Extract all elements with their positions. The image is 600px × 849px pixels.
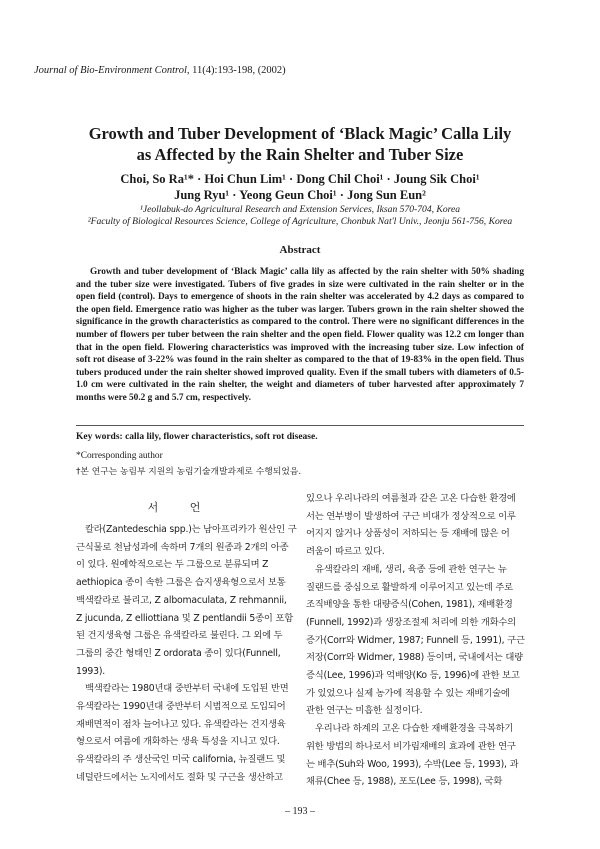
corresponding-author-note: *Corresponding author — [76, 451, 163, 461]
keywords: Key words: calla lily, flower characteristics, soft rot disease. — [76, 432, 318, 442]
body-text-line: 칼라(Zantedeschia spp.)는 남아프리카가 원산인 구 — [85, 524, 297, 535]
page-number: – 193 – — [285, 806, 315, 817]
paper-title — [30, 123, 570, 165]
body-text-line: 증가(Corr와 Widmer, 1987; Funnell 등, 1991), 구근 — [306, 634, 525, 646]
body-text-line: 조직배양을 통한 대량증식(Cohen, 1981), 재배환경 — [306, 599, 513, 611]
body-text-line: 관한 연구는 미흡한 실정이다. — [306, 705, 423, 717]
body-text-line: 우리나라 하계의 고온 다습한 재배환경을 극복하기 — [315, 723, 514, 735]
body-text-line: 채류(Chee 등, 1988), 포도(Lee 등, 1998), 국화 — [306, 776, 503, 788]
body-text-line: (Funnell, 1992)과 생장조절제 처리에 의한 개화수의 — [306, 616, 516, 628]
journal-citation — [34, 65, 286, 76]
body-text-line: 1993). — [76, 665, 106, 677]
body-text-line: 백색칼라는 1980년대 중반부터 국내에 도입된 반면 — [85, 683, 289, 695]
body-text-line: 질랜드를 중심으로 활발하게 이루어지고 있는데 주로 — [306, 581, 513, 593]
body-text-line: 유색칼라의 주 생산국인 미국 california, 뉴질랜드 및 — [76, 754, 286, 766]
body-text-line: 네덜란드에서는 노지에서도 절화 및 구근을 생산하고 — [76, 771, 283, 783]
body-text-line: 재배면적이 점차 늘어나고 있다. 유색칼라는 건지생육 — [76, 718, 286, 730]
body-text-line: 백색칼라로 불리고, Z albomaculata, Z rehmannii, — [76, 594, 287, 606]
affiliation-2: ²Faculty of Biological Resources Science, College of Agriculture, Chonbuk Nat'l Univ., Jeonju 561-756, Korea — [87, 216, 513, 227]
affiliation-1: ¹Jeollabuk-do Agricultural Research and Extension Services, Iksan 570-704, Korea — [139, 204, 461, 215]
body-text-line: 된 건지생육형 그룹은 유색칼라로 불린다. 그 외에 두 — [76, 630, 283, 642]
authors-line-1: Choi, So Ra¹* · Hoi Chun Lim¹ · Dong Chil Choi¹ · Joung Sik Choi¹ — [120, 172, 480, 186]
author-list — [30, 171, 570, 203]
body-text-line: 는 배추(Suh와 Woo, 1993), 수박(Lee 등, 1993), 과 — [306, 758, 519, 770]
body-text-line: 그룹의 중간 형태인 Z ordorata 종이 있다(Funnell, — [76, 647, 281, 659]
body-text-line: 형으로서 여름에 개화하는 생육 특성을 지니고 있다. — [76, 736, 280, 748]
body-text-line: 서는 연부병이 발생하여 구근 비대가 정상적으로 이루 — [306, 510, 516, 522]
authors-line-2: Jung Ryu¹ · Yeong Geun Choi¹ · Jong Sun Eun² — [174, 188, 426, 202]
abstract-heading: Abstract — [279, 244, 321, 256]
body-text-line: 증식(Lee, 1996)과 억배양(Ko 등, 1996)에 관한 보고 — [306, 670, 520, 681]
title-line-2: as Affected by the Rain Shelter and Tuber Size — [136, 145, 464, 164]
body-text-line: aethiopica 종이 속한 그룹은 습지생육형으로서 보통 — [76, 577, 286, 589]
section-heading-introduction: 서 언 — [147, 501, 215, 514]
abstract-body: Growth and tuber development of ‘Black Magic’ calla lily as affected by the rain shelter with 50% shading and the tuber size were investigated. Tubers of five grades in size were cultivated in the rain shelter or in the open field (control). Days to emergence of shoots in the rain shelter was accelerated by 4.2 days as compared to the open field. Emergence ratio was higher as the tuber was larger. Tubers grown in the rain shelter showed the significance in the growth characteristics as compared to the control. There were no significant differences in the number of flowers per tuber between the rain shelter and the open field. Flower quality was 12.2 cm longer than that in the open field. Flowering characteristics was improved with the increasing tuber size. Low infection of soft rot disease of 3-22% was found in the rain shelter as compared to the that of 19-83% in the open field. Thus tubers produced under the rain shelter showed improved quality. Even if the small tubers with diameters of 0.5-1.0 cm were cultivated in the rain shelter, the weight and diameters of tuber harvested after approximately 7 months were 50.2 g and 5.7 cm, respectively. — [76, 267, 524, 403]
body-text-line: 유색칼라의 재배, 생리, 육종 등에 관한 연구는 뉴 — [315, 563, 507, 575]
title-line-1: Growth and Tuber Development of ‘Black Magic’ Calla Lily — [88, 124, 512, 143]
journal-volume: 11(4):193-198, (2002) — [192, 65, 286, 76]
body-text-line: 있으나 우리나라의 여름철과 같은 고온 다습한 환경에 — [306, 493, 516, 504]
body-text-line: 위한 방법의 하나로서 비가림재배의 효과에 관한 연구 — [306, 740, 516, 752]
body-text-line: 이 있다. 원예학적으로는 두 그룹으로 분류되며 Z — [76, 559, 269, 571]
funding-note: †본 연구는 농림부 지원의 농림기술개발과제로 수행되었음. — [76, 467, 302, 477]
body-text-line: 려움이 따르고 있다. — [306, 546, 385, 558]
divider — [76, 425, 524, 426]
body-text-line: 가 있었으나 실제 농가에 적용할 수 있는 재배기술에 — [306, 687, 510, 699]
affiliations — [20, 204, 580, 228]
body-text-line: 근식물로 천남성과에 속하며 7개의 원종과 2개의 아종 — [76, 541, 289, 553]
body-text-line: 어지지 않거나 상품성이 저하되는 등 재배에 많은 어 — [306, 528, 510, 540]
body-text-line: 저장(Corr와 Widmer, 1988) 등이며, 국내에서는 대량 — [306, 652, 523, 664]
journal-name: Journal of Bio-Environment Control, — [34, 65, 190, 76]
body-text-line: Z jucunda, Z elliottiana 및 Z pentlandii 5종이 포함 — [76, 612, 294, 624]
body-text-line: 유색칼라는 1990년대 중반부터 시범적으로 도입되어 — [76, 701, 286, 712]
